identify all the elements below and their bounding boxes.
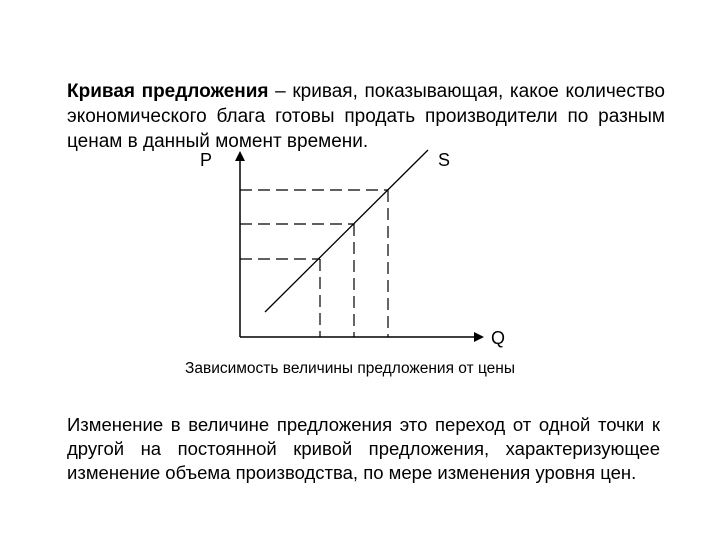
definition-body: – кривая, показывающая, какое количество экономического блага готовы продать производители по разным ценам в данный момент времени. [67,81,665,152]
supply-curve [265,150,428,312]
definition-term: Кривая предложения [67,81,269,102]
diagram-caption: Зависимость величины предложения от цены [184,360,516,377]
curve-label: S [438,150,451,170]
x-axis-label: Q [491,328,506,348]
explanation-text: Изменение в величине предложения это переход от одной точки к другой на постоянной кривой предложения, характеризующее изменение объема производства, по мере изменения уровня цен. [67,413,660,483]
y-axis-label: P [200,150,213,170]
